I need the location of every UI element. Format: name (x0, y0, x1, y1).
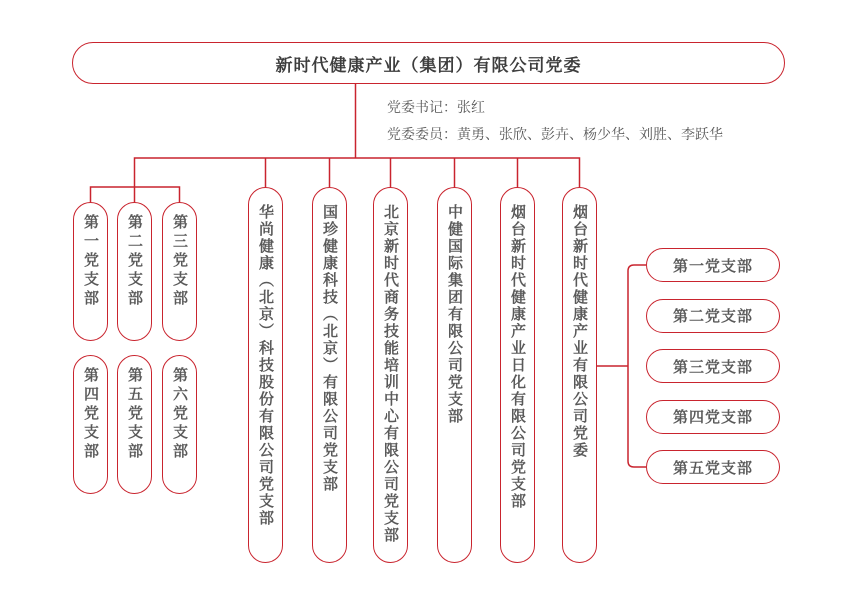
direct-branch-node-5 (117, 355, 152, 494)
yantai-sub-branch-node-1 (646, 248, 780, 282)
direct-branch-node-3 (162, 202, 197, 341)
direct-branch-label: 第四党支部 (82, 367, 99, 462)
yantai-sub-branch-label: 第一党支部 (672, 257, 753, 275)
leadership-info (387, 94, 723, 148)
yantai-sub-branch-label: 第四党支部 (672, 409, 753, 426)
yantai-sub-branch-node-4 (646, 400, 780, 434)
members-line (387, 121, 723, 148)
secretary-line (387, 94, 723, 121)
company-branch-label: 华尚健康（北京）科技股份有限公司党支部 (257, 204, 274, 527)
yantai-sub-branch-label: 第三党支部 (672, 358, 753, 376)
direct-branch-node-1 (73, 202, 108, 341)
yantai-sub-branch-node-3 (646, 349, 780, 383)
secretary-name: 张红 (457, 99, 485, 115)
yantai-sub-branch-node-5 (646, 450, 780, 484)
secretary-label: 党委书记： (387, 99, 457, 115)
direct-branch-label: 第一党支部 (82, 214, 99, 309)
company-branch-label: 北京新时代商务技能培训中心有限公司党支部 (382, 204, 399, 544)
direct-branch-label: 第五党支部 (126, 367, 143, 462)
yantai-sub-branch-node-2 (646, 299, 780, 333)
company-branch-node-1 (248, 187, 283, 563)
company-branch-label: 国珍健康科技（北京）有限公司党支部 (321, 204, 338, 493)
yantai-sub-branch-label: 第五党支部 (672, 459, 753, 477)
company-branch-node-5 (500, 187, 535, 563)
members-label: 党委委员： (387, 126, 457, 142)
company-branch-node-2 (312, 187, 347, 563)
root-committee-title: 新时代健康产业（集团）有限公司党委 (275, 55, 582, 75)
company-branch-label: 中健国际集团有限公司党支部 (446, 204, 463, 425)
company-branch-label: 烟台新时代健康产业日化有限公司党支部 (509, 204, 526, 510)
company-branch-label: 烟台新时代健康产业有限公司党委 (571, 204, 588, 459)
root-committee-node (72, 42, 785, 84)
direct-branch-node-4 (73, 355, 108, 494)
direct-branch-node-6 (162, 355, 197, 494)
company-branch-node-6 (562, 187, 597, 563)
direct-branch-label: 第二党支部 (126, 214, 143, 309)
company-branch-node-3 (373, 187, 408, 563)
yantai-sub-branch-label: 第二党支部 (672, 308, 753, 325)
direct-branch-label: 第六党支部 (171, 367, 188, 462)
company-branch-node-4 (437, 187, 472, 563)
members-names: 黄勇、张欣、彭卉、杨少华、刘胜、李跃华 (457, 126, 723, 142)
direct-branch-node-2 (117, 202, 152, 341)
direct-branch-label: 第三党支部 (171, 214, 188, 309)
